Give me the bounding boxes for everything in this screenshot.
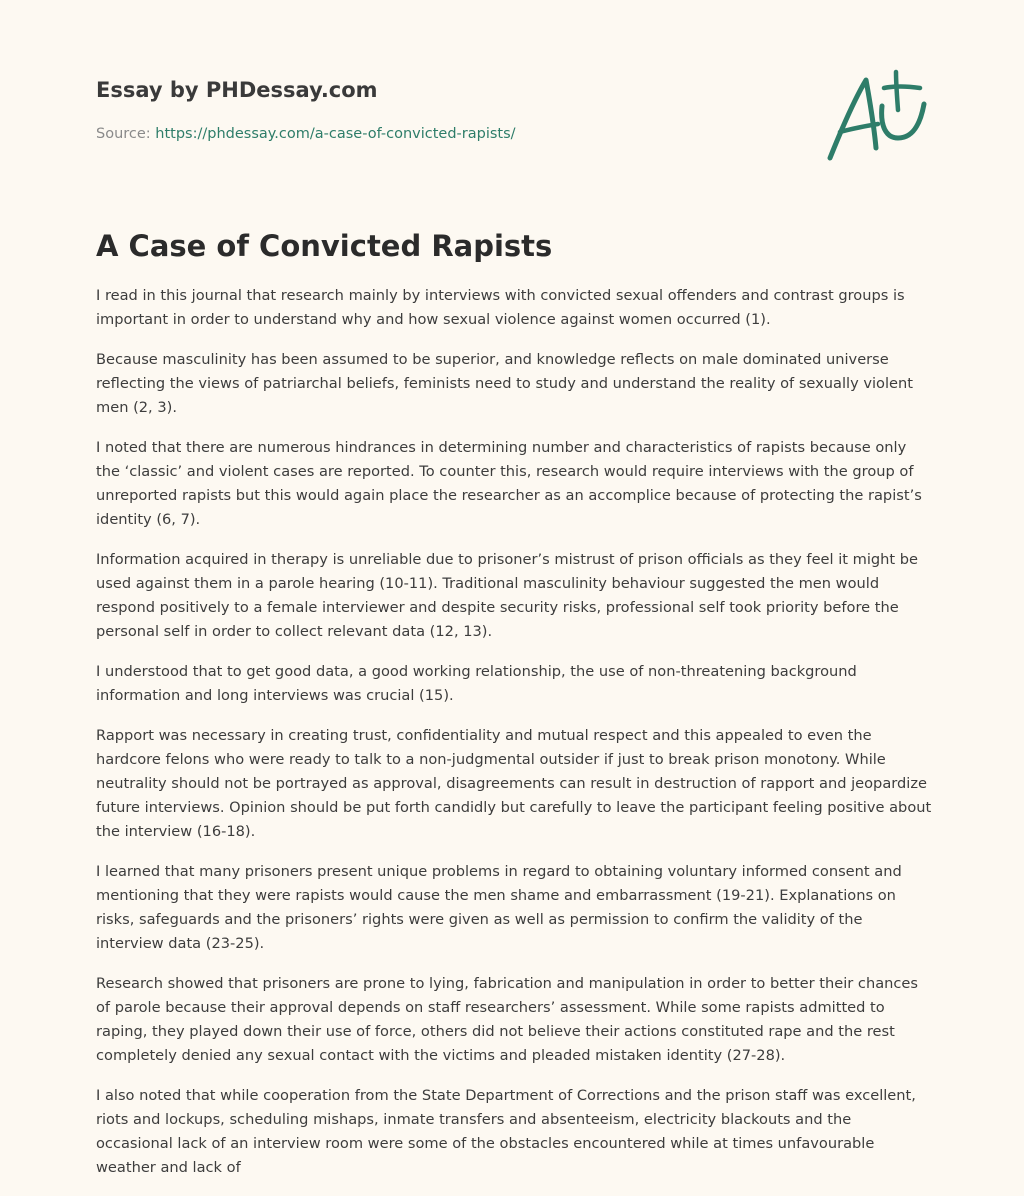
paragraph: Information acquired in therapy is unreliable due to prisoner’s mistrust of prison officials as they feel it might be used against them in a parole hearing (10-11). Traditional masculinity behaviour suggested the men would respond positively to a female interviewer and despite security risks, professional self took priority before the personal self in order to collect relevant data (12, 13).	[96, 551, 919, 640]
paragraph: I noted that there are numerous hindrances in determining number and characteristics of rapists because only the ‘classic’ and violent cases are reported. To counter this, research would require interviews with the group of unreported rapists but this would again place the researcher as an accomplice because of protecting the rapist’s identity (6, 7).	[96, 439, 922, 528]
page-header	[96, 72, 796, 144]
a-plus-logo-icon	[820, 66, 930, 166]
paragraph: Rapport was necessary in creating trust, confidentiality and mutual respect and this appealed to even the hardcore felons who were ready to talk to a non-judgmental outsider if just to break prison monotony. While neutrality should not be portrayed as approval, disagreements can result in destruction of rapport and jeopardize future interviews. Opinion should be put forth candidly but carefully to leave the participant feeling positive about the interview (16-18).	[96, 727, 932, 840]
source-link[interactable]: https://phdessay.com/a-case-of-convicted-rapists/	[155, 126, 516, 142]
paragraph: I understood that to get good data, a good working relationship, the use of non-threatening background information and long interviews was crucial (15).	[96, 663, 857, 704]
paragraph: Research showed that prisoners are prone to lying, fabrication and manipulation in order to better their chances of parole because their approval depends on staff researchers’ assessment. While some rapists admitted to raping, they played down their use of force, others did not believe their actions constituted rape and the rest completely denied any sexual contact with the victims and pleaded mistaken identity (27-28).	[96, 975, 919, 1064]
paragraph: I read in this journal that research mainly by interviews with convicted sexual offenders and contrast groups is important in order to understand why and how sexual violence against women occurred (1).	[96, 287, 905, 328]
source-label: Source:	[96, 126, 156, 142]
essay-body	[96, 284, 932, 1196]
source-line	[96, 124, 796, 144]
paragraph: I learned that many prisoners present unique problems in regard to obtaining voluntary informed consent and mentioning that they were rapists would cause the men shame and embarrassment (19-21). Explanations on risks, safeguards and the prisoners’ rights were given as well as permission to confirm the validity of the interview data (23-25).	[96, 863, 902, 952]
essay-title: A Case of Convicted Rapists	[96, 229, 553, 263]
site-brand: Essay by PHDessay.com	[96, 78, 378, 102]
paragraph: Because masculinity has been assumed to be superior, and knowledge reflects on male dominated universe reflecting the views of patriarchal beliefs, feminists need to study and understand the reality of sexually violent men (2, 3).	[96, 351, 913, 416]
paragraph: I also noted that while cooperation from the State Department of Corrections and the prison staff was excellent, riots and lockups, scheduling mishaps, inmate transfers and absenteeism, electricity blackouts and the occasional lack of an interview room were some of the obstacles encountered while at times unfavourable weather and lack of	[96, 1087, 916, 1176]
